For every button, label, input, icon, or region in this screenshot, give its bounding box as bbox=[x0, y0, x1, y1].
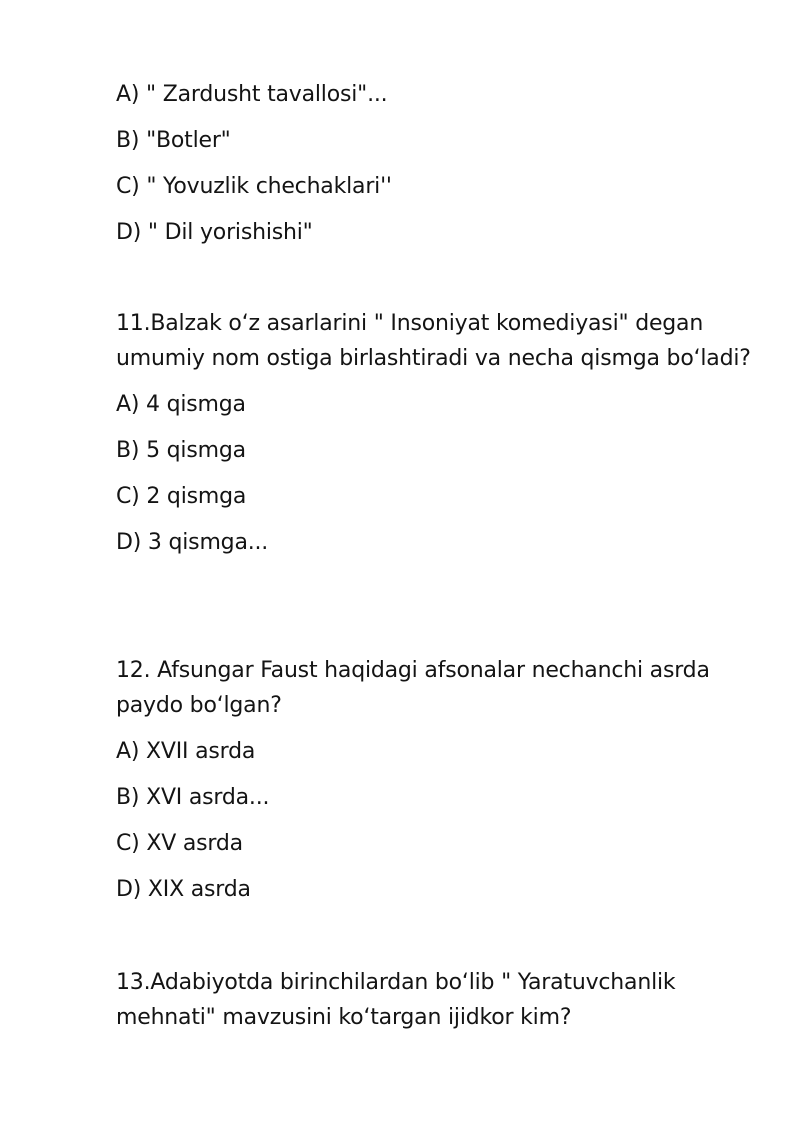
question-11 bbox=[116, 306, 756, 572]
option-d: D) " Dil yorishishi" bbox=[116, 220, 313, 245]
question-text: 13.Adabiyotda birinchilardan bo‘lib " Yaratuvchanlik mehnati" mavzusini ko‘targan ijidkor kim? bbox=[116, 970, 676, 1030]
option-c: C) 2 qismga bbox=[116, 484, 247, 509]
question-10-options bbox=[116, 78, 756, 262]
question-13 bbox=[116, 965, 756, 1047]
question-12 bbox=[116, 653, 756, 919]
option-b: B) XVI asrda... bbox=[116, 785, 270, 810]
option-c: C) XV asrda bbox=[116, 831, 243, 856]
option-d: D) XIX asrda bbox=[116, 877, 251, 902]
option-b: B) 5 qismga bbox=[116, 438, 246, 463]
option-a: A) " Zardusht tavallosi"... bbox=[116, 82, 388, 107]
question-text: 11.Balzak o‘z asarlarini " Insoniyat komediyasi" degan umumiy nom ostiga birlashtiradi va necha qismga bo‘ladi? bbox=[116, 311, 751, 371]
option-b: B) "Botler" bbox=[116, 128, 231, 153]
option-a: A) 4 qismga bbox=[116, 392, 246, 417]
question-text: 12. Afsungar Faust haqidagi afsonalar nechanchi asrda paydo bo‘lgan? bbox=[116, 658, 710, 718]
option-a: A) XVII asrda bbox=[116, 739, 256, 764]
option-c: C) " Yovuzlik chechaklari'' bbox=[116, 174, 392, 199]
option-d: D) 3 qismga... bbox=[116, 530, 269, 555]
